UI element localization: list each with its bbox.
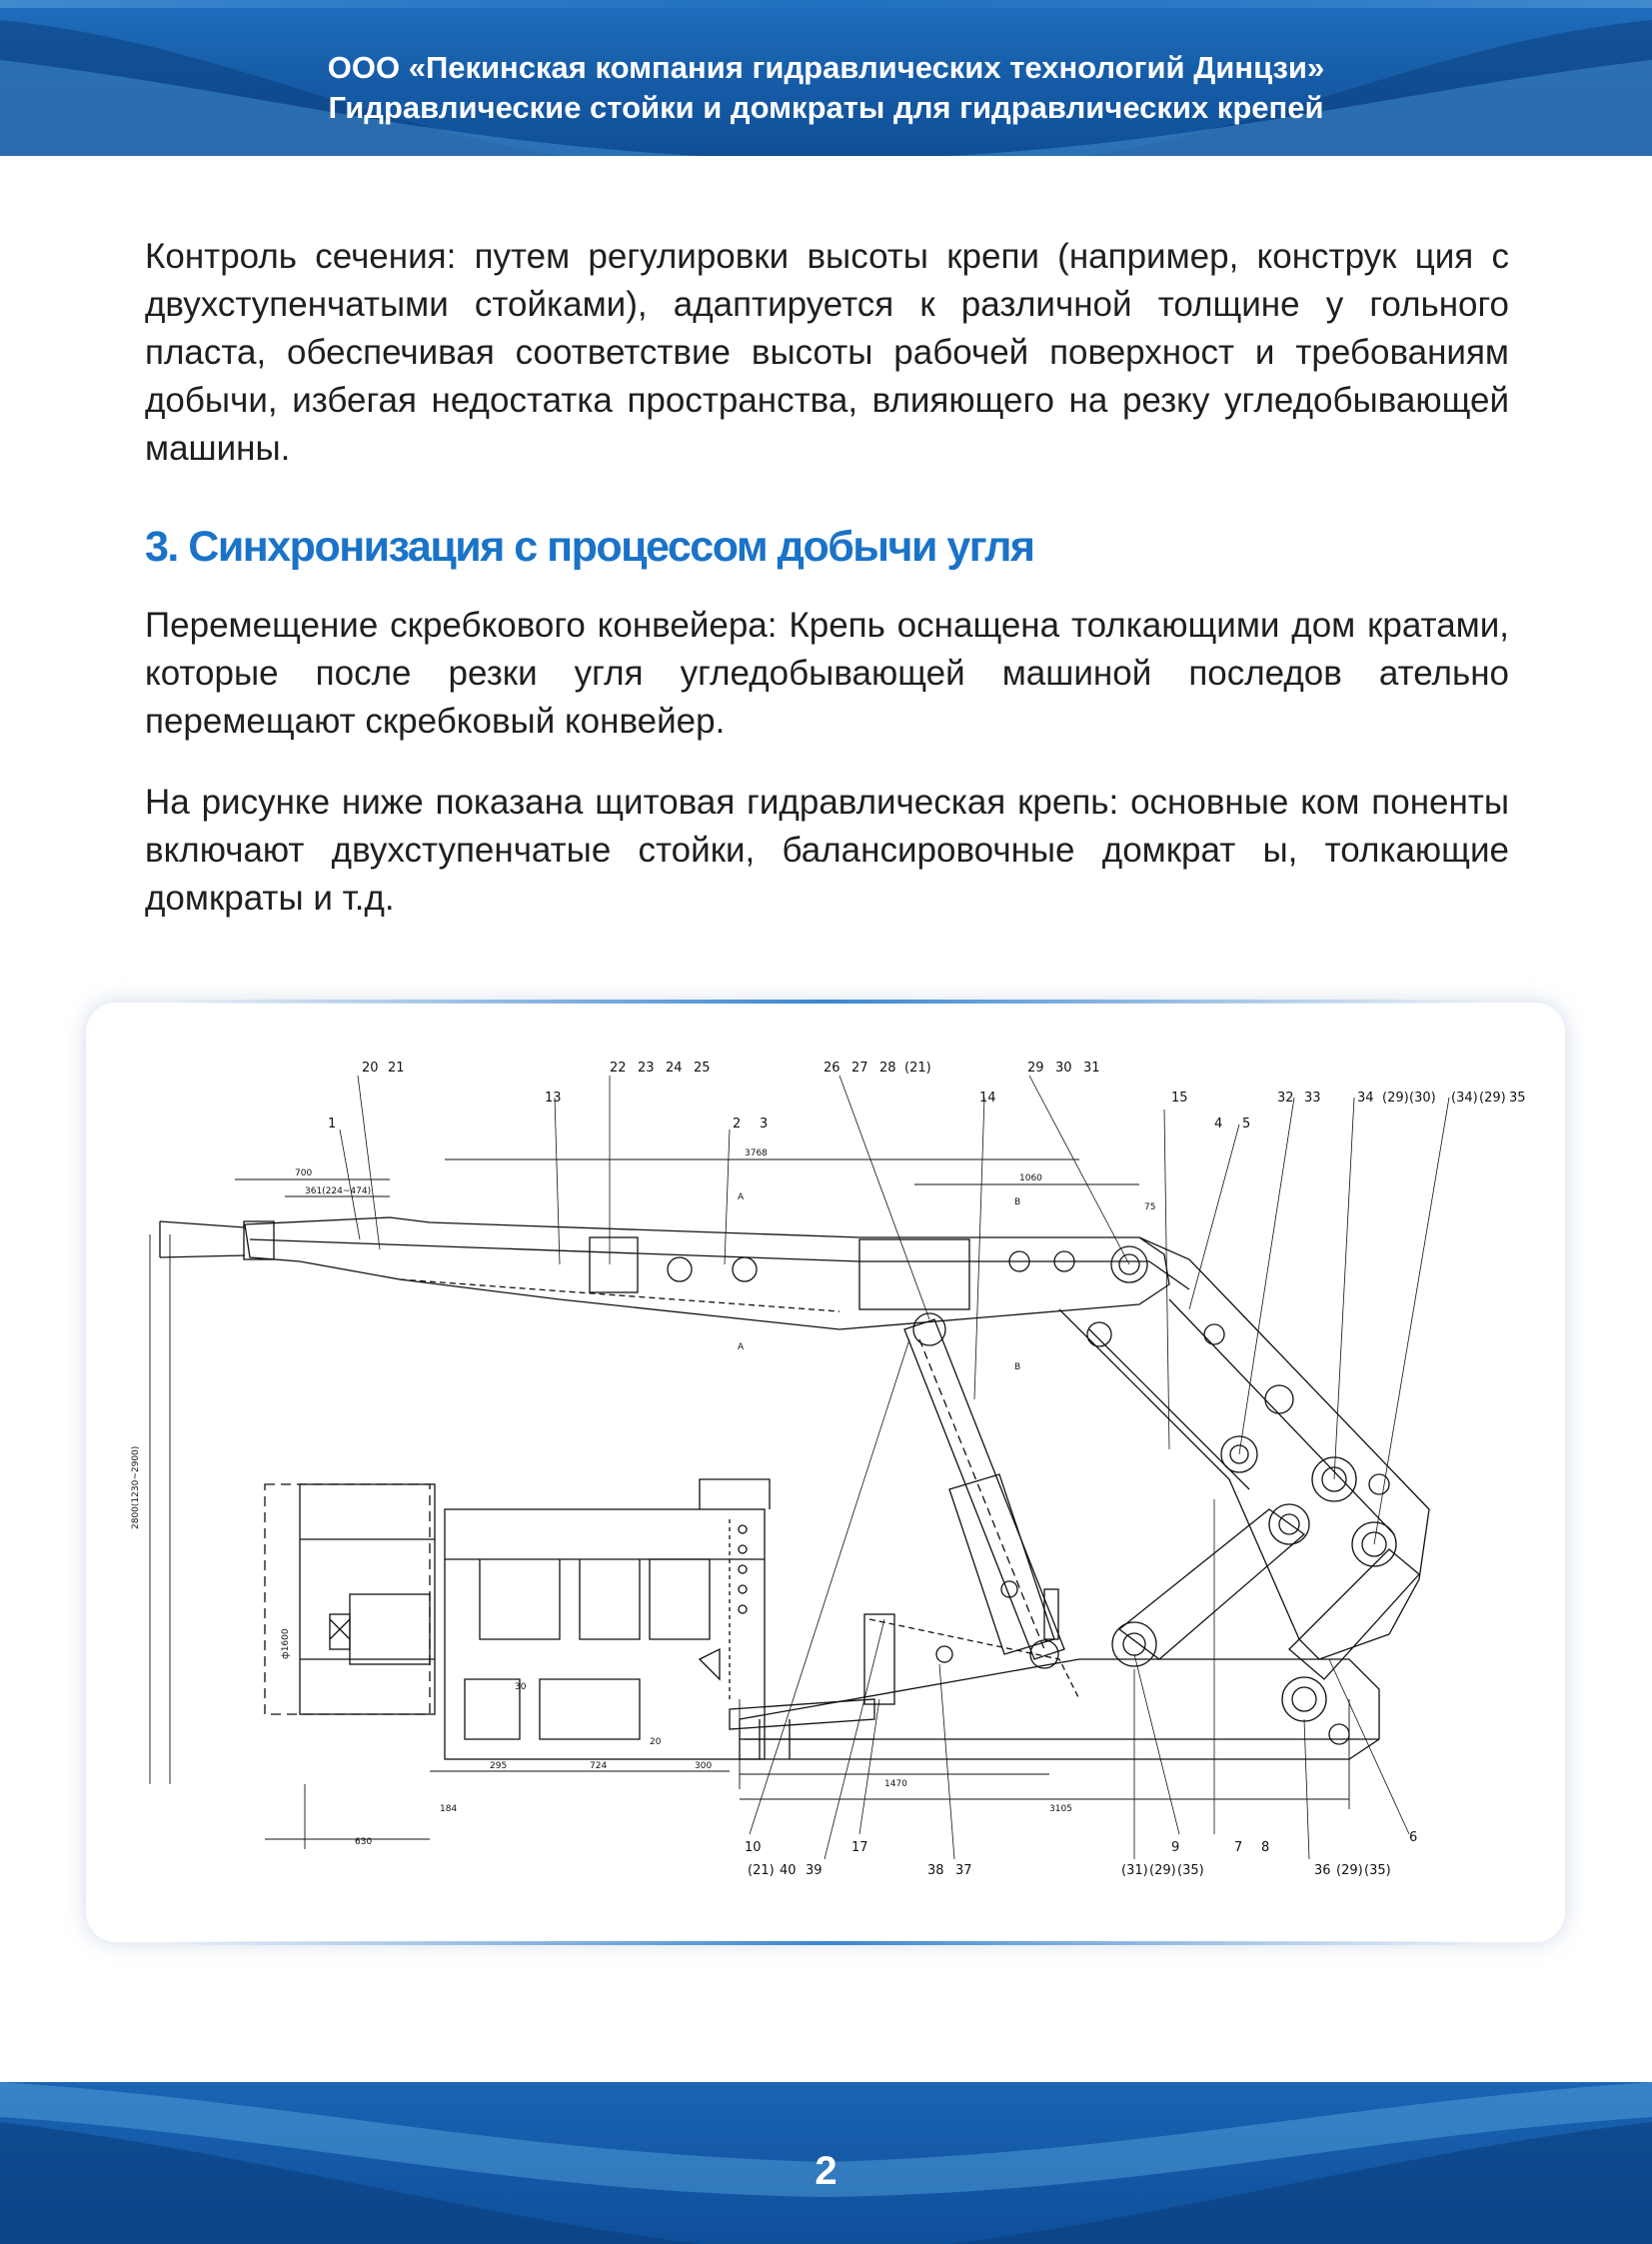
callout-30: 30 [1055,1061,1072,1076]
callout-13: 13 [545,1091,562,1106]
callout-4: 4 [1214,1117,1223,1131]
dim-300: 300 [695,1761,713,1771]
dim-3768: 3768 [745,1148,768,1158]
dim-2800: 2800(1230~2900) [131,1445,141,1529]
callout-35: 35 [1509,1091,1526,1106]
callout-1: 1 [328,1117,337,1131]
callout-35-ref-bottom-b: (35) [1364,1863,1391,1878]
section-a-top: A [738,1192,745,1202]
dim-3105: 3105 [1049,1804,1072,1814]
dim-75: 75 [1144,1202,1156,1212]
canopy-beam [160,1217,1189,1329]
callout-29-ref-b: (29) [1479,1091,1506,1106]
hydraulic-leg [904,1313,1064,1668]
callout-32: 32 [1277,1091,1294,1106]
caving-shield [1059,1237,1429,1659]
dim-724: 724 [590,1761,608,1771]
section-b-bottom: B [1014,1362,1021,1372]
dim-700: 700 [295,1168,313,1178]
callout-37: 37 [955,1863,972,1878]
callout-26: 26 [824,1061,840,1076]
callout-2: 2 [733,1117,742,1131]
callout-31-ref-bottom: (31) [1121,1863,1148,1878]
header-document-title: Гидравлические стойки и домкраты для гидравлических крепей [328,90,1324,125]
callout-10: 10 [745,1840,762,1855]
dim-361: 361(224~474) [305,1186,372,1196]
callout-27: 27 [851,1061,868,1076]
conveyor-pan [445,1479,770,1759]
callout-21: 21 [388,1061,405,1076]
dimension-lines [150,1159,1349,1849]
callout-33: 33 [1304,1091,1321,1106]
dim-184: 184 [440,1804,458,1814]
callout-7: 7 [1234,1840,1243,1855]
section-b-top: B [1014,1197,1021,1207]
callout-14: 14 [979,1091,996,1106]
header-company-name: ООО «Пекинская компания гидравлических технологий Динцзи» [327,50,1325,85]
callout-15: 15 [1171,1091,1188,1106]
callout-29-ref-a: (29) [1382,1091,1409,1106]
callout-39: 39 [806,1863,823,1878]
callout-35-ref-bottom-a: (35) [1177,1863,1204,1878]
callout-23: 23 [638,1061,655,1076]
callout-6: 6 [1409,1830,1418,1845]
callout-3: 3 [760,1117,769,1131]
callout-21-ref: (21) [904,1061,931,1076]
paragraph-figure-description: На рисунке ниже показана щитовая гидравлическая крепь: основные ком поненты включают двухступенчатые стойки, балансировочные домкрат ы, толкающие домкраты и т.д. [145,783,1509,918]
dim-1470: 1470 [884,1779,907,1789]
callout-5: 5 [1242,1117,1251,1131]
section-a-bottom: A [738,1342,745,1352]
callout-34-ref: (34) [1451,1091,1478,1106]
callout-31: 31 [1083,1061,1100,1076]
callout-36: 36 [1314,1863,1331,1878]
paragraph-section-control: Контроль сечения: путем регулировки высоты крепи (например, конструк ция с двухступенчатыми стойками), адаптируется к различной толщине у гольного пласта, обеспечивая соответствие высоты рабочей поверхност и требованиям добычи, избегая недостатка пространства, влияющего на резку угледобывающей машины. [145,237,1509,468]
leader-lines [340,1076,1449,1859]
lemniscate-links [1112,1504,1419,1721]
callout-22: 22 [610,1061,627,1076]
callout-30-ref: (30) [1409,1091,1436,1106]
dim-630: 630 [355,1837,373,1847]
callout-34: 34 [1357,1091,1374,1106]
callout-29-ref-bottom-a: (29) [1149,1863,1176,1878]
callout-29-ref-bottom-b: (29) [1336,1863,1363,1878]
callout-17: 17 [851,1840,868,1855]
callout-24: 24 [666,1061,683,1076]
dim-1060: 1060 [1019,1173,1042,1183]
callout-20: 20 [362,1061,379,1076]
callout-9: 9 [1171,1840,1180,1855]
callout-28: 28 [879,1061,896,1076]
dim-295: 295 [490,1761,508,1771]
page-number: 2 [815,2149,837,2193]
pushing-jack [730,1699,874,1739]
callout-29: 29 [1027,1061,1044,1076]
callout-8: 8 [1261,1840,1270,1855]
dim-20: 20 [650,1737,662,1747]
callout-25: 25 [694,1061,711,1076]
shearer-drum [265,1484,435,1714]
callout-40: 40 [780,1863,797,1878]
section-heading: 3. Синхронизация с процессом добычи угля [145,523,1034,571]
paragraph-conveyor-movement: Перемещение скребкового конвейера: Крепь оснащена толкающими дом кратами, которые после резки угля угледобывающей машиной последов ательно перемещают скребковый конвейер. [145,606,1509,741]
dim-1600: ф1600 [281,1628,291,1659]
callout-21-ref-bottom: (21) [748,1863,775,1878]
callout-38: 38 [927,1863,944,1878]
dim-30: 30 [515,1682,527,1692]
